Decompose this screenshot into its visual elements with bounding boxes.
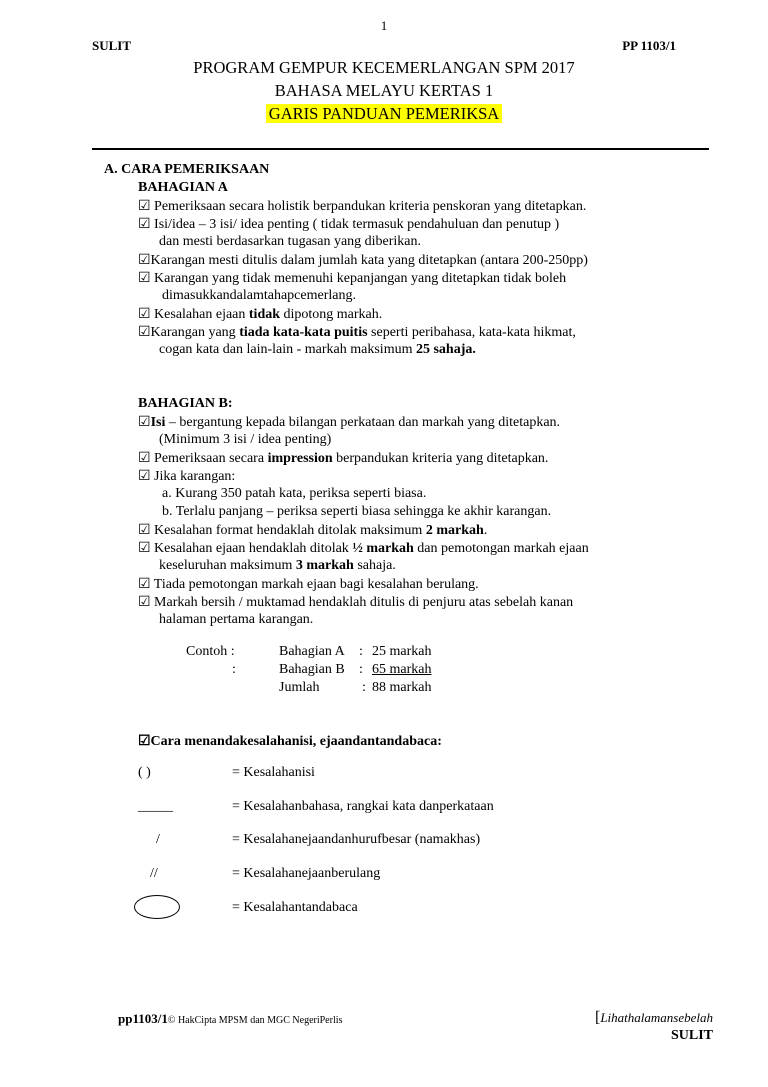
section-b-line-2: (Minimum 3 isi / idea penting): [159, 432, 332, 447]
footer-left: [118, 1011, 342, 1028]
example-row-value: 25 markah: [372, 644, 432, 659]
title-line-1: PROGRAM GEMPUR KECEMERLANGAN SPM 2017: [193, 58, 575, 77]
footer-sulit: SULIT: [670, 1028, 713, 1043]
highlighted-title: GARIS PANDUAN PEMERIKSA: [266, 104, 502, 123]
section-a-line-4: ☑Karangan mesti ditulis dalam jumlah kata yang ditetapkan (antara 200-250pp): [138, 253, 588, 268]
section-b-line-8: ☑ Kesalahan ejaan hendaklah ditolak ½ markah dan pemotongan markah ejaan: [138, 541, 589, 556]
marking-symbol-underline: _____: [138, 799, 173, 814]
marking-symbol-double-slash: //: [150, 866, 158, 881]
example-row-sep: :: [362, 680, 366, 695]
section-b-line-5: a. Kurang 350 patah kata, periksa seperti biasa.: [162, 486, 427, 501]
marking-description: = Kesalahanbahasa, rangkai kata danperkataan: [232, 799, 494, 814]
section-a-heading: A. CARA PEMERIKSAAN: [104, 162, 270, 177]
section-a-line-3: dan mesti berdasarkan tugasan yang diberikan.: [159, 234, 422, 249]
section-a-line-5: ☑ Karangan yang tidak memenuhi kepanjangan yang ditetapkan tidak boleh: [138, 271, 567, 286]
section-a-line-6: dimasukkandalamtahapcemerlang.: [162, 288, 356, 303]
footer-copyright: © HakCipta MPSM dan MGC NegeriPerlis: [167, 1015, 343, 1026]
example-row-name: Bahagian B: [279, 662, 345, 677]
marking-description: = Kesalahanejaanberulang: [232, 866, 381, 881]
example-row-sep: :: [359, 662, 363, 677]
example-row-name: Jumlah: [279, 680, 320, 695]
example-label: Contoh :: [186, 644, 235, 659]
example-colon: :: [232, 662, 236, 677]
section-a-line-9: cogan kata dan lain-lain - markah maksimum 25 sahaja.: [159, 342, 476, 357]
ellipse-symbol-icon: [134, 895, 180, 919]
section-a-line-1: ☑ Pemeriksaan secara holistik berpandukan kriteria penskoran yang ditetapkan.: [138, 199, 587, 214]
footer-code: pp1103/1: [118, 1011, 168, 1026]
section-b-line-3: ☑ Pemeriksaan secara impression berpandukan kriteria yang ditetapkan.: [138, 451, 549, 466]
section-b-line-1: ☑Isi – bergantung kepada bilangan perkataan dan markah yang ditetapkan.: [138, 415, 561, 430]
section-b-line-12: halaman pertama karangan.: [159, 612, 314, 627]
marking-symbol-parentheses: ( ): [138, 765, 151, 780]
section-b-line-7: ☑ Kesalahan format hendaklah ditolak maksimum 2 markah.: [138, 523, 488, 538]
example-row-name: Bahagian A: [279, 644, 345, 659]
marking-description: = Kesalahanisi: [232, 765, 315, 780]
footer-next-page: [Lihathalamansebelah: [595, 1009, 713, 1026]
title-line-3: [0, 104, 768, 124]
marking-description: = Kesalahantandabaca: [232, 900, 358, 915]
header-left: SULIT: [92, 38, 132, 53]
marking-description: = Kesalahanejaandanhurufbesar (namakhas): [232, 832, 481, 847]
section-b-line-9: keseluruhan maksimum 3 markah sahaja.: [159, 558, 396, 573]
section-a-line-7: ☑ Kesalahan ejaan tidak dipotong markah.: [138, 307, 383, 322]
marking-symbol-slash: /: [156, 832, 160, 847]
section-a-line-2: ☑ Isi/idea – 3 isi/ idea penting ( tidak termasuk pendahuluan dan penutup ): [138, 217, 560, 232]
example-row-sep: :: [359, 644, 363, 659]
section-b-line-10: ☑ Tiada pemotongan markah ejaan bagi kesalahan berulang.: [138, 577, 479, 592]
section-a-line-8: ☑Karangan yang tiada kata-kata puitis seperti peribahasa, kata-kata hikmat,: [138, 325, 576, 340]
section-b-line-11: ☑ Markah bersih / muktamad hendaklah ditulis di penjuru atas sebelah kanan: [138, 595, 574, 610]
example-row-value: 88 markah: [372, 680, 432, 695]
page-number: 1: [380, 18, 388, 33]
section-b-line-4: ☑ Jika karangan:: [138, 469, 236, 484]
title-line-2: BAHASA MELAYU KERTAS 1: [274, 81, 494, 100]
section-b-line-6: b. Terlalu panjang – periksa seperti biasa sehingga ke akhir karangan.: [162, 504, 552, 519]
header-right: PP 1103/1: [622, 38, 676, 53]
marking-heading: ☑Cara menandakesalahanisi, ejaandantandabaca:: [138, 734, 442, 749]
title-divider: [92, 148, 709, 150]
bahagian-a-heading: BAHAGIAN A: [138, 180, 228, 195]
example-row-value: 65 markah: [372, 662, 432, 677]
bahagian-b-heading: BAHAGIAN B:: [138, 396, 233, 411]
